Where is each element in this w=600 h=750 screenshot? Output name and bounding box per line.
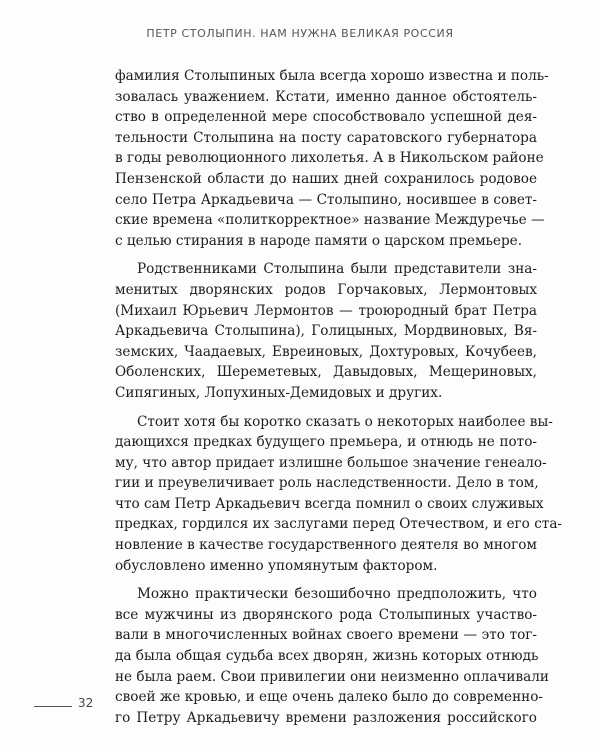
text-line: предках, гордился их заслугами перед Отечеством, и его ста- <box>115 516 563 533</box>
text-line: ские времена «политкорректное» название Междуречье — <box>115 212 545 229</box>
page-number: 32 <box>78 696 94 710</box>
paragraph-1 <box>115 66 549 251</box>
text-line: не была раем. Свои привилегии они неизменно оплачивали <box>115 668 549 685</box>
text-line: Родственниками Столыпина были представители зна- <box>137 261 537 278</box>
text-line: все мужчины из дворянского рода Столыпиных участво- <box>115 606 537 623</box>
paragraph-4 <box>115 584 549 728</box>
text-line: своей же кровью, и еще очень далеко было до современно- <box>115 689 543 706</box>
text-line: Сипягиных, Лопухиных-Демидовых и других. <box>115 384 443 401</box>
text-line: му, что автор придает излишне большое значение генеало- <box>115 454 547 471</box>
paragraph-3 <box>115 412 563 577</box>
text-line: Можно практически безошибочно предположить, что <box>137 586 537 603</box>
folio-rule <box>34 706 72 707</box>
text-line: в годы революционного лихолетья. А в Никольском районе <box>115 150 544 167</box>
paragraph-2 <box>115 259 537 403</box>
text-line: земских, Чаадаевых, Евреиновых, Дохтуровых, Кочубеев, <box>115 343 537 360</box>
text-line: тельности Столыпина на посту саратовского губернатора <box>115 129 537 146</box>
text-line: вали в многочисленных войнах своего времени — это тог- <box>115 627 537 644</box>
text-line: зовалась уважением. Кстати, именно данное обстоятель- <box>115 88 537 105</box>
text-line: фамилия Столыпиных была всегда хорошо известна и поль- <box>115 68 549 84</box>
text-line: го Петру Аркадьевичу времени разложения российского <box>115 709 537 726</box>
text-line: Оболенских, Шереметевых, Давыдовых, Мещериновых, <box>115 364 537 381</box>
body-text <box>115 66 563 728</box>
text-line: менитых дворянских родов Горчаковых, Лермонтовых <box>115 281 537 298</box>
text-line: гии и преувеличивает роль наследственности. Дело в том, <box>115 475 539 492</box>
text-line: Стоит хотя бы коротко сказать о некоторых наиболее вы- <box>137 413 553 430</box>
text-line: что сам Петр Аркадьевич всегда помнил о своих служивых <box>115 495 544 512</box>
text-line: село Петра Аркадьевича — Столыпино, носившее в совет- <box>115 191 537 208</box>
text-line: да была общая судьба всех дворян, жизнь которых отнюдь <box>115 648 539 665</box>
text-line: (Михаил Юрьевич Лермонтов — троюродный брат Петра <box>115 302 537 319</box>
text-line: Аркадьевича Столыпина), Голицыных, Мордвиновых, Вя- <box>115 323 537 340</box>
text-line: новление в качестве государственного деятеля во многом <box>115 537 537 554</box>
text-line: Пензенской области до наших дней сохранилось родовое <box>115 170 537 187</box>
text-line: ство в определенной мере способствовало успешной дея- <box>115 109 537 126</box>
text-line: с целью стирания в народе памяти о царском премьере. <box>115 232 523 249</box>
text-line: обусловлено именно упомянутым фактором. <box>115 557 438 574</box>
running-head: ПЕТР СТОЛЫПИН. НАМ НУЖНА ВЕЛИКАЯ РОССИЯ <box>146 27 454 40</box>
text-line: дающихся предках будущего премьера, и отнюдь не пото- <box>115 434 537 451</box>
